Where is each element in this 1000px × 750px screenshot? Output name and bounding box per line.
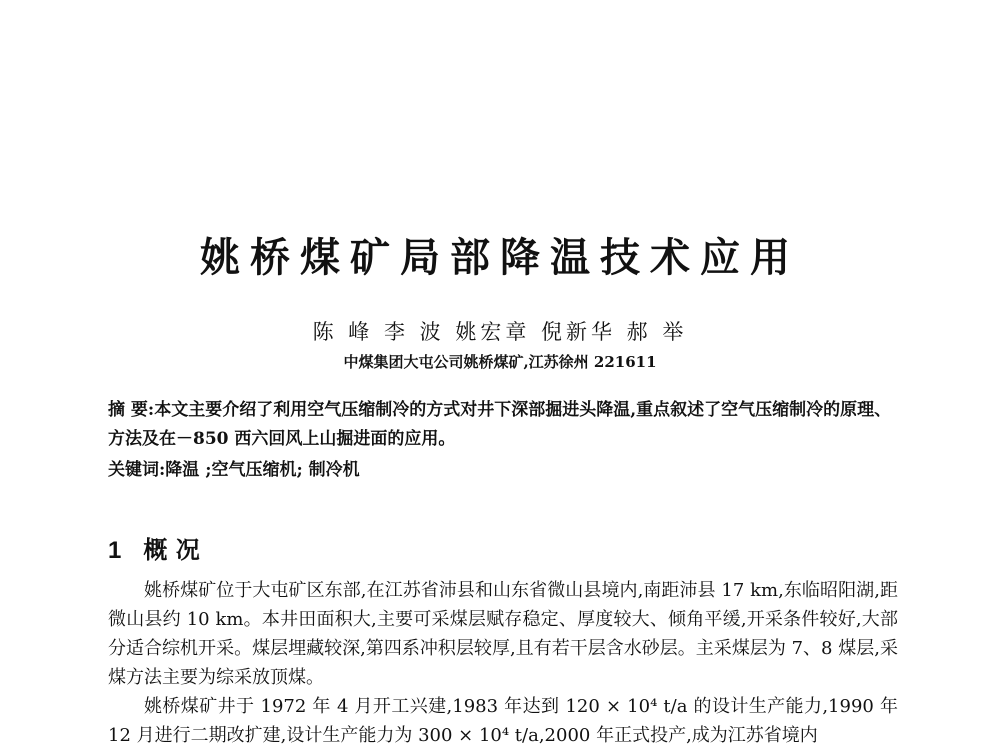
paper-title: 姚桥煤矿局部降温技术应用 — [200, 234, 800, 281]
abstract-label: 摘 要: — [108, 400, 155, 420]
abstract-text: 本文主要介绍了利用空气压缩制冷的方式对井下深部掘进头降温,重点叙述了空气压缩制冷的原理、方法及在－850 西六回风上山掘进面的应用。 — [108, 400, 892, 449]
section-body — [108, 576, 898, 750]
section-heading — [108, 530, 200, 565]
author-list: 陈 峰 李 波 姚宏章 倪新华 郝 举 — [312, 320, 688, 344]
affiliation: 中煤集团大屯公司姚桥煤矿,江苏徐州 221611 — [343, 353, 657, 371]
keywords — [108, 456, 898, 485]
keywords-text: 降温 ;空气压缩机; 制冷机 — [165, 460, 360, 480]
body-paragraph: 姚桥煤矿位于大屯矿区东部,在江苏省沛县和山东省微山县境内,南距沛县 17 km,东临昭阳湖,距微山县约 10 km。本井田面积大,主要可采煤层赋存稳定、厚度较大、倾角平缓,开采条件较好,大部分适合综机开采。煤层埋藏较深,第四系冲积层较厚,且有若干层含水砂层。主采煤层为 7、8 煤层,采煤方法主要为综采放顶煤。 — [108, 580, 898, 688]
section-title: 概 况 — [143, 535, 200, 564]
keywords-label: 关键词: — [108, 460, 166, 480]
body-paragraph: 姚桥煤矿井于 1972 年 4 月开工兴建,1983 年达到 120 × 10⁴ t/a 的设计生产能力,1990 年 12 月进行二期改扩建,设计生产能力为 300 × 10⁴ t/a,2000 年正式投产,成为江苏省境内 — [108, 696, 898, 746]
section-number: 1 — [108, 537, 122, 564]
abstract — [108, 396, 898, 454]
